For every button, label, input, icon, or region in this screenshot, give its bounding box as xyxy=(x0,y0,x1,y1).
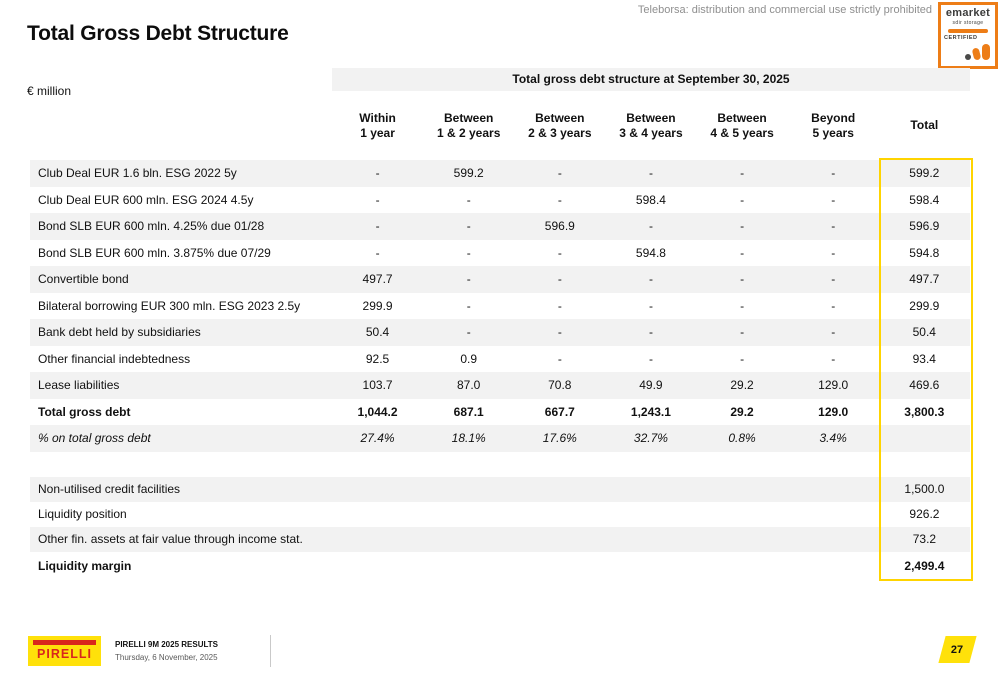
column-header-line: 1 year xyxy=(360,125,395,140)
emarket-badge-subtitle: sdir storage xyxy=(952,20,984,26)
value-cell: 667.7 xyxy=(544,404,575,419)
value-cell: - xyxy=(831,325,836,340)
column-header xyxy=(788,111,879,141)
value-cell: 599.2 xyxy=(909,166,940,181)
value-cell: - xyxy=(831,298,836,313)
debt-structure-table xyxy=(30,68,970,580)
column-header-line: Between xyxy=(535,110,585,125)
table-row xyxy=(30,160,970,187)
value-cell: 469.6 xyxy=(909,378,940,393)
value-cell: - xyxy=(831,192,836,207)
row-label: Convertible bond xyxy=(38,272,129,287)
value-cell: - xyxy=(466,298,471,313)
table-row xyxy=(30,346,970,373)
table-body xyxy=(30,160,970,452)
value-cell: - xyxy=(740,166,745,181)
value-cell: 3,800.3 xyxy=(904,404,945,419)
liquidity-row xyxy=(30,527,970,552)
value-cell: 27.4% xyxy=(360,431,395,446)
value-cell: - xyxy=(375,166,380,181)
value-cell: 129.0 xyxy=(818,404,849,419)
value-cell: - xyxy=(831,351,836,366)
value-cell: - xyxy=(831,272,836,287)
value-cell: - xyxy=(648,325,653,340)
row-label: Bond SLB EUR 600 mln. 4.25% due 01/28 xyxy=(38,219,265,234)
value-cell: 103.7 xyxy=(362,378,393,393)
footer-presentation-title: PIRELLI 9M 2025 RESULTS xyxy=(115,640,218,649)
value-cell: - xyxy=(831,166,836,181)
value-cell: - xyxy=(466,219,471,234)
liquidity-row xyxy=(30,502,970,527)
emarket-badge-bar xyxy=(948,29,988,33)
page-number-marker xyxy=(938,636,976,663)
footer-date: Thursday, 6 November, 2025 xyxy=(115,653,218,662)
value-cell: - xyxy=(557,325,562,340)
column-header xyxy=(605,111,696,141)
value-cell: 92.5 xyxy=(365,351,390,366)
value-cell: 1,044.2 xyxy=(357,404,398,419)
value-cell: 32.7% xyxy=(633,431,668,446)
value-cell: 50.4 xyxy=(912,325,936,340)
table-row xyxy=(30,399,970,426)
emarket-certified-badge xyxy=(938,2,998,69)
page-number: 27 xyxy=(951,643,964,656)
row-label: Lease liabilities xyxy=(38,378,120,393)
value-cell: - xyxy=(648,272,653,287)
value-cell: - xyxy=(740,192,745,207)
emarket-bar-small-icon xyxy=(972,47,982,60)
value-cell: - xyxy=(740,325,745,340)
emarket-badge-certified-label: CERTIFIED xyxy=(944,34,978,41)
value-cell: - xyxy=(466,192,471,207)
row-label: Bilateral borrowing EUR 300 mln. ESG 2023 2.5y xyxy=(38,298,301,313)
value-cell: - xyxy=(740,298,745,313)
value-cell: - xyxy=(557,351,562,366)
column-header xyxy=(697,111,788,141)
value-cell: - xyxy=(648,351,653,366)
row-label: % on total gross debt xyxy=(38,431,151,446)
column-header-line: 5 years xyxy=(812,125,854,140)
liquidity-body xyxy=(30,477,970,580)
value-cell: 299.9 xyxy=(909,298,940,313)
table-row xyxy=(30,372,970,399)
value-cell: - xyxy=(466,245,471,260)
row-label: Other financial indebtedness xyxy=(38,351,191,366)
column-header xyxy=(514,111,605,141)
table-row xyxy=(30,319,970,346)
column-header-line: 4 & 5 years xyxy=(710,125,774,140)
table-band-title: Total gross debt structure at September 30, 2025 xyxy=(332,68,970,91)
liquidity-row xyxy=(30,477,970,502)
value-cell: - xyxy=(557,272,562,287)
row-label: Other fin. assets at fair value through income stat. xyxy=(38,532,303,546)
value-cell: 29.2 xyxy=(730,404,754,419)
column-header-line: 1 & 2 years xyxy=(436,125,501,140)
table-row xyxy=(30,187,970,214)
column-header xyxy=(332,111,423,141)
row-label: Bond SLB EUR 600 mln. 3.875% due 07/29 xyxy=(38,245,271,260)
value-cell: 687.1 xyxy=(453,404,484,419)
total-value-cell: 73.2 xyxy=(912,532,937,546)
value-cell: 497.7 xyxy=(909,272,940,287)
value-cell: - xyxy=(375,245,380,260)
value-cell: - xyxy=(831,245,836,260)
row-label: Liquidity margin xyxy=(38,558,132,573)
emarket-bar-large-icon xyxy=(982,44,990,60)
column-header-line: Between xyxy=(626,110,676,125)
row-label: Total gross debt xyxy=(38,404,131,419)
value-cell: 49.9 xyxy=(639,378,663,393)
value-cell: 3.4% xyxy=(819,431,847,446)
emarket-badge-name: emarket xyxy=(945,7,991,19)
liquidity-row xyxy=(30,552,970,580)
table-row xyxy=(30,240,970,267)
column-header xyxy=(423,111,514,141)
row-label: Bank debt held by subsidiaries xyxy=(38,325,201,340)
column-header-line: Beyond xyxy=(811,110,856,125)
column-header-line: Total xyxy=(910,118,939,132)
total-value-cell: 2,499.4 xyxy=(904,558,945,573)
value-cell: - xyxy=(740,245,745,260)
value-cell: 1,243.1 xyxy=(630,404,671,419)
emarket-chart-icon xyxy=(965,44,992,60)
value-cell: - xyxy=(557,166,562,181)
column-header xyxy=(879,118,970,133)
pirelli-logo xyxy=(28,636,101,666)
table-row xyxy=(30,293,970,320)
value-cell: 87.0 xyxy=(457,378,481,393)
value-cell: 598.4 xyxy=(909,192,940,207)
value-cell: - xyxy=(557,298,562,313)
value-cell: 129.0 xyxy=(818,378,849,393)
value-cell: - xyxy=(648,298,653,313)
value-cell: 596.9 xyxy=(909,219,940,234)
value-cell: 0.9 xyxy=(460,351,478,366)
value-cell: - xyxy=(375,219,380,234)
value-cell: 596.9 xyxy=(544,219,575,234)
value-cell: 29.2 xyxy=(730,378,754,393)
pirelli-logo-text: PIRELLI xyxy=(37,646,92,661)
value-cell: - xyxy=(557,245,562,260)
value-cell: 50.4 xyxy=(365,325,390,340)
column-header-line: Between xyxy=(717,110,767,125)
row-label: Liquidity position xyxy=(38,507,127,521)
value-cell: - xyxy=(466,325,471,340)
disclaimer-text: Teleborsa: distribution and commercial use strictly prohibited xyxy=(637,4,932,16)
value-cell: - xyxy=(831,219,836,234)
footer-divider xyxy=(270,635,271,667)
row-label: Non-utilised credit facilities xyxy=(38,482,181,496)
row-label: Club Deal EUR 1.6 bln. ESG 2022 5y xyxy=(38,166,237,181)
value-cell: - xyxy=(648,219,653,234)
total-value-cell: 1,500.0 xyxy=(904,482,945,496)
value-cell: 599.2 xyxy=(453,166,484,181)
column-header-line: 3 & 4 years xyxy=(619,125,683,140)
table-row xyxy=(30,425,970,452)
row-label: Club Deal EUR 600 mln. ESG 2024 4.5y xyxy=(38,192,254,207)
value-cell: 594.8 xyxy=(909,245,940,260)
value-cell: - xyxy=(375,192,380,207)
value-cell: - xyxy=(740,351,745,366)
column-header-line: Within xyxy=(359,110,396,125)
value-cell: 17.6% xyxy=(542,431,577,446)
table-row xyxy=(30,213,970,240)
value-cell: - xyxy=(740,272,745,287)
value-cell: 18.1% xyxy=(451,431,486,446)
value-cell: 70.8 xyxy=(548,378,572,393)
column-header-line: 2 & 3 years xyxy=(528,125,592,140)
value-cell: - xyxy=(648,166,653,181)
value-cell: 299.9 xyxy=(362,298,393,313)
table-section-gap xyxy=(30,452,970,477)
value-cell: - xyxy=(557,192,562,207)
unit-label: € million xyxy=(27,84,72,98)
value-cell: 598.4 xyxy=(635,192,666,207)
table-row xyxy=(30,266,970,293)
value-cell: - xyxy=(740,219,745,234)
column-header-line: Between xyxy=(444,110,494,125)
value-cell: 0.8% xyxy=(728,431,756,446)
value-cell: 497.7 xyxy=(362,272,393,287)
value-cell: - xyxy=(466,272,471,287)
column-header-row xyxy=(332,91,970,160)
emarket-dot-icon xyxy=(965,54,971,60)
total-value-cell: 926.2 xyxy=(909,507,940,521)
value-cell: 93.4 xyxy=(912,351,936,366)
page-title: Total Gross Debt Structure xyxy=(27,22,289,45)
value-cell: 594.8 xyxy=(635,245,666,260)
